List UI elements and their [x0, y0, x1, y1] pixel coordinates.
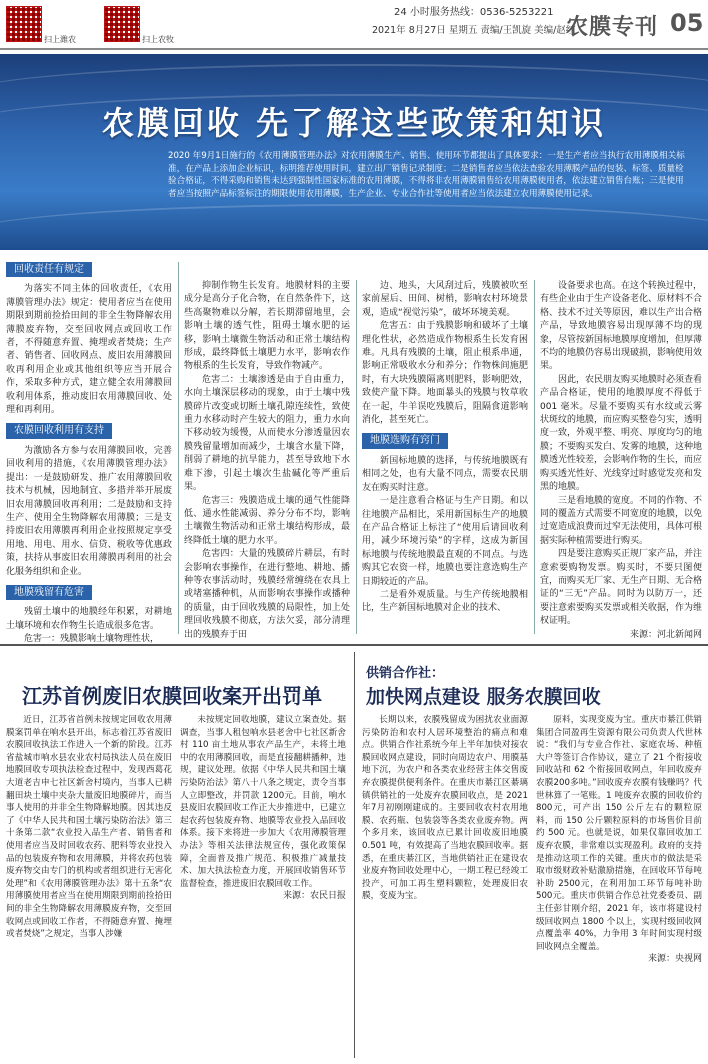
paragraph: 三是看地膜的宽度。不同的作物、不同的覆盖方式需要不同宽度的地膜，以免过宽造成浪费而过窄无法使用，具体可根据实际种植需要进行购买。 [540, 495, 703, 546]
paragraph: 新国标地膜的选择，与传统地膜既有相同之处，也有大量不同点，需要农民朋友在购买时注意。 [362, 455, 528, 493]
wave-decoration [0, 204, 708, 250]
header-divider [0, 48, 708, 50]
column-divider [178, 262, 179, 634]
paragraph: 危害四：大量的残膜碎片耕层，有时会影响农事操作，在进行整地、耕地、播种等农事活动时，残膜经常缠绕在农具上或堵塞播种机，从而影响农事操作或播种的质量，由于回收残膜的局限性，加上处理回收残膜不彻底，方法欠妥，部分清理出的残膜弃于田 [184, 549, 350, 640]
paragraph: 为激励各方参与农用薄膜回收，完善回收利用的措施，《农用薄膜管理办法》提出：一是鼓励研发、推广农用薄膜回收技术与机械，因地制宜、多措并举开展废旧农用薄膜回收再利用；二是鼓励和支持生产、使用全生物降解农用薄膜；三是支持废旧农用薄膜再利用企业按照规定享受用地、用电、用水、信贷、税收等优惠政策，扶持从事废旧农用薄膜再利用的社会化服务组织和企业。 [6, 445, 172, 577]
column-divider [356, 280, 357, 634]
paragraph: 因此，农民朋友购买地膜时必须查看产品合格证，使用的地膜厚度不得低于 001 毫米。尽量不要购买有水纹或云雾状斑纹的地膜，而应购买整卷匀实，透明度一致，外观平整、明亮、厚度均匀的地膜；不要购买发白、发雾的地膜，这种地膜透光性较差，会影响作物的生长，而应购买透光性好、光线穿过时感觉发亮和发黑的地膜。 [540, 374, 703, 493]
paragraph: 抑制作物生长发育。地膜材料的主要成分是高分子化合物，在自然条件下，这些高聚物难以分解，若长期滞留地里，会影响土壤的透气性，阻碍土壤水肥的运移，影响土壤微生物活动和正常土壤结构形成，最终降低土壤肥力水平，影响农作物根系的生长发育，导致作物减产。 [184, 281, 350, 372]
column-divider [534, 280, 535, 634]
byline: 来源：农民日报 [282, 891, 346, 902]
qr-code-icon [6, 6, 42, 42]
paragraph: 残留土壤中的地膜经年积累，对耕地土壤环境和农作物生长造成很多危害。 [6, 607, 172, 631]
paragraph: 设备要求也高。在这个转换过程中，有些企业由于生产设备老化、原材料不合格、技术不过关等原因，难以生产出合格产品，导致地膜容易出现厚薄不均的现象，尽管按新国标地膜厚度增加，但厚薄不均的地膜仍容易出现破损，影响使用效果。 [540, 281, 703, 372]
paragraph: 边、地头，大风刮过后，残膜被吹至家前屋后、田间、树梢，影响农村环境景观，造成“视觉污染”，破坏环境美观。 [362, 281, 528, 318]
lower-left-column-1 [6, 714, 172, 941]
paragraph: 危害二：土壤渗透是由于自由重力，水向土壤深层移动的现象，由于土壤中残膜碎片改变或切断土壤孔隙连续性，致使重力水移动时产生较大的阻力，重力水向下移动较为缓慢，从而使水分渗透量因农膜残留量增加而减少，土壤含水量下降，削弱了耕地的抗旱能力，甚至导致地下水难下渗，引起土壤次生盐碱化等严重后果。 [184, 374, 350, 493]
qr-right-label: 扫上农牧 [142, 35, 174, 44]
byline: 来源：央视网 [647, 954, 702, 965]
paragraph: 二是看外观质量。与生产传统地膜相比，生产新国标地膜对企业的技术、 [362, 589, 528, 614]
article-column-3 [362, 280, 528, 616]
paragraph: 近日，江苏省首例未按规定回收农用薄膜案罚单在响水县开出，标志着江苏省废旧农膜回收执法工作进入一个新的阶段。江苏省盐城市响水县农业农村局执法人员在废旧地膜回收专项执法检查过程中，发现西葛花大道老吉申七社区新舍村境内，当事人已耕翻田块土壤中夹杂大量废旧地膜碎片，而当事人使用的并非全生物降解地膜。因其违反了《中华人民共和国土壤污染防治法》第三十条第二款“农业投入品生产者、销售者和使用者应当及时回收农药、肥料等农业投入品的包装废弃物和农用薄膜，并将农药包装废弃物交由专门的机构或者组织进行无害化处理”和《农用薄膜管理办法》第十五条“农用薄膜使用者应当在使用期限到期前捡拾田间的非全生物降解农用薄膜废弃物，交至回收网点或回收工作者，不得随意弃置、掩埋或者焚烧”之规定，当事人涉嫌 [6, 715, 172, 940]
qr-code-icon [104, 6, 140, 42]
paragraph: 原料，实现变废为宝。重庆市綦江供销集团合同盈再生资源有限公司负责人代世林说：“我们与专业合作社、家庭农场、种植大户等签订合作协议，建立了 21 个衔接收回收站和 62 个衔接回收网点，年回收废弃农膜200多吨。”回收废弃农膜有钱赚吗？代世林算了一笔账。1 吨废弃农膜的回收价约 800元，可产出 150 公斤左右的颗粒原料，而 150 公斤颗粒原料的市场售价目前约 500 元。也就是说，如果仅靠回收加工废弃农膜，非常难以实现盈利。政府的支持是推动这项工作的关键。重庆市的做法是采取市级财政补贴激励措施，在回收环节每吨补助 2500元，在利用加工环节每吨补助 500元。重庆市供销合作总社党委委员、副主任彭甘刚介绍，2021 年，该市将建设村级回收网点 1800 个以上，实现村级回收网点覆盖率 40%，力争用 3 年时间实现村级回收网点全覆盖。 [536, 715, 702, 952]
subheading: 农膜回收利用有支持 [6, 423, 112, 438]
paragraph: 一是注意看合格证与生产日期。和以往地膜产品相比，采用新国标生产的地膜在产品合格证上标注了“使用后请回收利用，减少环境污染”的字样，这成为新国标地膜与传统地膜最直观的不同点。与选购其它农资一样，地膜也要注意选购生产日期较近的产品。 [362, 496, 528, 587]
byline: 来源：河北新闻网 [629, 629, 702, 640]
paragraph: 为落实不同主体的回收责任，《农用薄膜管理办法》规定：使用者应当在使用期限到期前捡拾田间的非全生物降解农用薄膜废弃物，交至回收网点或回收工作者，不得随意弃置、掩埋或者焚烧；生产者、销售者、回收网点、废旧农用薄膜回收再利用企业或其他组织等应当开展合作，采取多种方式，建立健全农用薄膜回收利用体系，推动废旧农用薄膜回收、处理和再利用。 [6, 284, 172, 416]
lower-right-column-1 [362, 714, 528, 903]
article-title: 加快网点建设 服务农膜回收 [366, 686, 601, 708]
qr-left-label: 扫上潍农 [44, 35, 76, 44]
paragraph: 危害一：残膜影响土壤物理性状， [24, 634, 160, 645]
hotline: 24 小时服务热线：0536-5253221 [394, 7, 554, 18]
subheading: 地膜选购有窍门 [362, 433, 448, 448]
article-column-4 [540, 280, 702, 642]
page-number: 05 [670, 9, 704, 37]
lower-right-column-2 [536, 714, 702, 966]
section-divider-vertical [354, 652, 355, 1058]
lower-left-column-2 [180, 714, 346, 903]
dateline: 2021年 8月27日 星期五 责编/王凯旋 美编/赵红 [372, 25, 576, 36]
paragraph: 危害五：由于残膜影响和破坏了土壤理化性状，必然造成作物根系生长发育困难。凡具有残膜的土壤，阻止根系串通，影响正常吸收水分和养分；作物株间施肥时，有大块残膜隔离则肥料，影响肥效，致使产量下降。地面暴头的残膜与牧草收在一起，牛羊误吃残膜后，阻隔食道影响消化，甚至死亡。 [362, 321, 528, 426]
section-divider [0, 644, 708, 646]
section-name: 农膜专刊 [566, 15, 659, 40]
paragraph: 未按规定回收地膜，建议立案查处。据调查，当事人租包响水县老舍中七社区新舍村 110 亩土地从事农产品生产，未将土地中的农用薄膜回收，而是直接翻耕播种，违规，建议处理。依据《中华人民共和国土壤污染防治法》第八十八条之规定，责令当事人立即整改，并罚款 1200元。目前，响水县废旧农膜回收工作正大步推进中，已建立起农药包装废弃物、地膜等农业投入品回收体系。接下来将进一步加大《农用薄膜管理办法》等相关法律法规宣传，强化政策保障，全面普及推广规范、积极推广减量技术、加大执法检查力度，开展回收销售环节监督检查，推进废旧农膜回收工作。 [180, 715, 346, 889]
page-header [0, 0, 708, 58]
subheading: 地膜残留有危害 [6, 585, 92, 600]
article-kicker: 供销合作社： [366, 666, 445, 681]
banner-title: 农膜回收 先了解这些政策和知识 [101, 104, 607, 142]
subheading: 回收责任有规定 [6, 262, 92, 277]
paragraph: 长期以来，农膜残留成为困扰农业面源污染防治和农村人居环境整治的痛点和难点。供销合作社系统今年上半年加快对接农膜回收网点建设，同时向周边农户、用膜基地下沉，为农户和各类农业经营主体交售废弃农膜提供便利条件。在重庆市綦江区綦璃镇供销社的一处废弃农膜回收点，是 2021年7月初刚刚建成的。主要回收农村农用地膜、农药瓶、包装袋等各类农业废弃物。两个多月来，该回收点已累计回收废旧地膜 0.501 吨，有效提高了当地农膜回收率。据悉，在重庆綦江区，当地供销社正在建设农业废弃物回收处理中心，一期工程已经竣工投产，可加工再生塑料颗粒，处理废旧农膜，变废为宝。 [362, 715, 528, 902]
paragraph: 危害三：残膜造成土壤的通气性能降低、通水性能减弱、养分分布不均，影响土壤微生物活动和正常土壤结构形成，最终降低土壤的肥力水平。 [184, 495, 350, 546]
feature-banner [0, 54, 708, 250]
paragraph: 四是要注意购买正规厂家产品，并注意索要购物发票。购买时，不要只图便宜，而购买无厂家、无生产日期、无合格证的“三无”产品。同时为以防万一，还要注意索要购买发票或相关收据，作为维权证明。 [540, 549, 703, 627]
article-column-1 [6, 256, 172, 647]
banner-lead: 2020 年9月1日施行的《农用薄膜管理办法》对农用薄膜生产、销售、使用环节都提出了具体要求：一是生产者应当执行农用薄膜相关标准，在产品上添加企业标识，标明推荐使用时间，建立出厂销售记录制度；二是销售者应当依法查验农用薄膜产品的包装、标签、质量检验合格证，不得采购和销售未达到强制性国家标准的农用薄膜，不得将非农用薄膜销售给农用薄膜使用者，依法建立销售台账；三是使用者应当按照产品标签标注的期限使用农用薄膜，生产企业、专业合作社等使用者应当依法建立农用薄膜使用记录。 [168, 151, 685, 199]
article-title: 江苏首例废旧农膜回收案开出罚单 [22, 684, 322, 708]
article-column-2 [184, 280, 350, 642]
